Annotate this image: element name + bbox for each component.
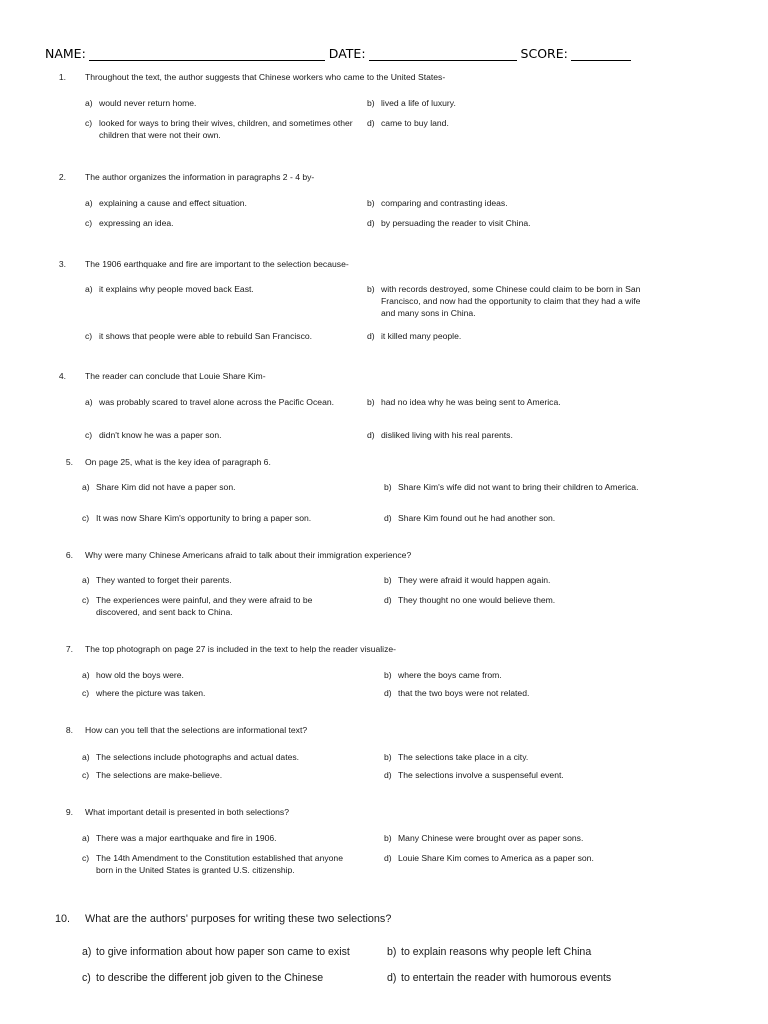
question-number: 9. [65, 807, 73, 817]
question-stem: The 1906 earthquake and fire are important to the selection because- [85, 259, 349, 269]
question-number: 2. [58, 172, 66, 182]
question-number: 1. [58, 72, 66, 82]
score-blank[interactable] [571, 48, 631, 61]
name-label: NAME: [45, 46, 86, 61]
date-blank[interactable] [369, 48, 517, 61]
question-number: 4. [58, 371, 66, 381]
question-number: 6. [65, 550, 73, 560]
question-stem: On page 25, what is the key idea of paragraph 6. [85, 457, 271, 467]
question-number: 8. [65, 725, 73, 735]
question-stem: The reader can conclude that Louie Share Kim- [85, 371, 266, 381]
question-stem: Throughout the text, the author suggests that Chinese workers who came to the United States- [85, 72, 446, 82]
name-blank[interactable] [89, 48, 325, 61]
question-number: 10. [54, 913, 70, 925]
question-number: 7. [65, 644, 73, 654]
question-stem: Why were many Chinese Americans afraid to talk about their immigration experience? [85, 550, 412, 560]
question-stem: How can you tell that the selections are informational text? [85, 725, 308, 735]
question-stem: What important detail is presented in both selections? [85, 807, 289, 817]
student-header [45, 46, 735, 61]
date-label: DATE: [328, 46, 366, 61]
score-label: SCORE: [520, 46, 568, 61]
question-stem: The top photograph on page 27 is included in the text to help the reader visualize- [85, 644, 397, 654]
question-stem: What are the authors' purposes for writing these two selections? [85, 913, 392, 925]
question-number: 3. [58, 259, 66, 269]
question-number: 5. [65, 457, 73, 467]
question-stem: The author organizes the information in paragraphs 2 - 4 by- [85, 172, 315, 182]
